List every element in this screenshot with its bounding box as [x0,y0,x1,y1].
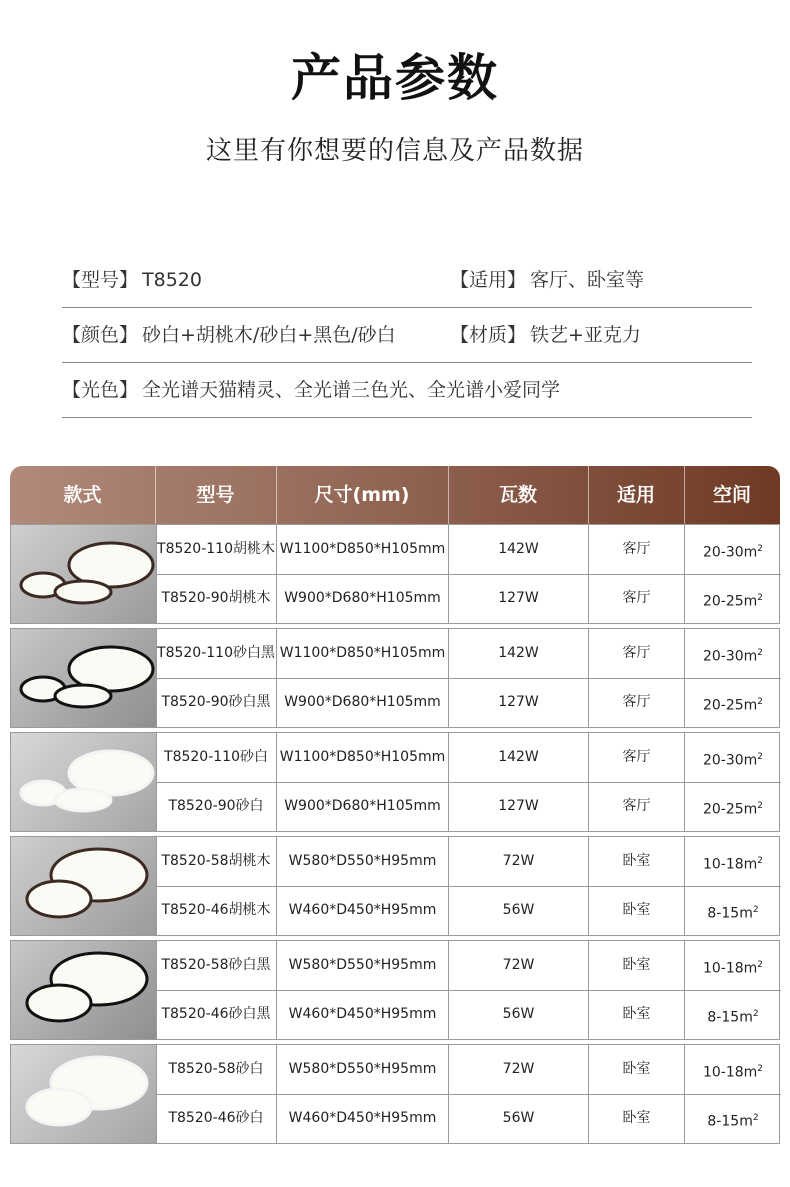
cell-size-text: W580*D550*H95mm [288,853,437,869]
row-divider [156,886,781,887]
area-unit-exponent: 2 [757,752,764,762]
cell-size-text: W900*D680*H105mm [284,694,441,710]
header-space: 空间 [712,484,751,506]
cell-room [589,733,685,782]
cell-model [156,678,277,727]
cell-model [156,1045,277,1094]
white-double-lamp-image [11,1045,157,1143]
cell-model-text: T8520-58胡桃木 [161,853,271,869]
row-divider [156,990,781,991]
row-divider [156,782,781,783]
spec-usage-value: 客厅、卧室等 [530,269,645,291]
header-model: 型号 [155,466,277,524]
cell-size-text: W580*D550*H95mm [288,957,437,973]
cell-model [156,525,277,574]
cell-space [685,733,781,782]
cell-watt-text: 142W [498,541,539,557]
cell-room-text: 客厅 [622,798,651,814]
cell-space-text: 20-30m [702,752,758,769]
cell-space-text: 20-25m [702,593,758,610]
cell-size-text: W460*D450*H95mm [288,1110,437,1126]
walnut-double-lamp-image [11,837,157,935]
cell-room-text: 卧室 [622,1061,651,1077]
cell-watt-text: 72W [502,957,535,973]
cell-watt [449,782,589,831]
cell-watt-text: 56W [502,902,535,918]
cell-room [589,886,685,935]
area-unit-exponent: 2 [757,544,764,554]
cell-room [589,678,685,727]
table-group [10,1044,780,1144]
cell-size [277,525,449,574]
cell-size-text: W900*D680*H105mm [284,590,441,606]
cell-room [589,990,685,1039]
table-group [10,628,780,728]
area-unit-exponent: 2 [752,905,759,915]
row-divider [156,678,781,679]
cell-model [156,574,277,623]
spec-table [10,466,780,1144]
spec-model-key: 【型号】 [62,269,139,291]
spec-model-value: T8520 [142,269,202,291]
header-size: 尺寸(mm) [276,466,449,524]
area-unit-exponent: 2 [757,960,764,970]
cell-space [685,782,781,831]
cell-watt-text: 56W [502,1110,535,1126]
cell-size [277,941,449,990]
header-style: 款式 [10,466,156,524]
cell-space-text: 8-15m [707,1009,753,1026]
cell-room [589,782,685,831]
cell-size-text: W1100*D850*H105mm [279,749,446,765]
spec-row-model-usage [62,252,752,308]
cell-space [685,941,781,990]
cell-model-text: T8520-46砂白黑 [161,1006,271,1022]
cell-size [277,990,449,1039]
cell-model-text: T8520-46胡桃木 [161,902,271,918]
cell-size [277,1094,449,1143]
cell-watt-text: 56W [502,1006,535,1022]
cell-watt [449,886,589,935]
spec-light-key: 【光色】 [62,379,139,401]
spec-material-key: 【材质】 [450,324,527,346]
header-watt: 瓦数 [448,466,589,524]
cell-space-text: 10-18m [702,1064,758,1081]
cell-watt-text: 72W [502,853,535,869]
cell-space-text: 10-18m [702,856,758,873]
cell-model [156,990,277,1039]
cell-room-text: 卧室 [622,902,651,918]
cell-model [156,941,277,990]
cell-watt [449,837,589,886]
cell-model-text: T8520-90砂白黑 [161,694,271,710]
cell-model-text: T8520-110砂白黑 [157,645,275,661]
cell-size-text: W1100*D850*H105mm [279,645,446,661]
spec-row-light [62,362,752,418]
cell-size [277,678,449,727]
cell-room-text: 卧室 [622,957,651,973]
area-unit-exponent: 2 [757,697,764,707]
cell-room [589,837,685,886]
cell-size-text: W460*D450*H95mm [288,1006,437,1022]
black-double-lamp-image [11,941,157,1039]
area-unit-exponent: 2 [757,801,764,811]
cell-watt [449,525,589,574]
spec-color-key: 【颜色】 [62,324,139,346]
cell-size-text: W900*D680*H105mm [284,798,441,814]
cell-size [277,574,449,623]
cell-watt [449,990,589,1039]
cell-size [277,629,449,678]
spec-light-value: 全光谱天猫精灵、全光谱三色光、全光谱小爱同学 [142,379,561,401]
spec-usage-key: 【适用】 [450,269,527,291]
black-triple-lamp-image [11,629,157,727]
table-group [10,524,780,624]
cell-room-text: 客厅 [622,694,651,710]
page-title: 产品参数 [291,49,499,107]
area-unit-exponent: 2 [757,593,764,603]
cell-space [685,886,781,935]
cell-watt [449,1045,589,1094]
cell-model [156,629,277,678]
spec-row-color-material [62,307,752,363]
cell-watt [449,629,589,678]
cell-model-text: T8520-110胡桃木 [157,541,275,557]
cell-model [156,1094,277,1143]
cell-model [156,886,277,935]
area-unit-exponent: 2 [757,856,764,866]
cell-space-text: 8-15m [707,1113,753,1130]
row-divider [156,1094,781,1095]
table-group [10,836,780,936]
cell-space-text: 20-25m [702,697,758,714]
cell-space-text: 8-15m [707,905,753,922]
cell-room-text: 客厅 [622,541,651,557]
white-triple-lamp-image [11,733,157,831]
cell-size [277,733,449,782]
cell-space [685,990,781,1039]
cell-space [685,678,781,727]
cell-room [589,574,685,623]
cell-size-text: W580*D550*H95mm [288,1061,437,1077]
cell-watt [449,1094,589,1143]
area-unit-exponent: 2 [757,648,764,658]
cell-space [685,525,781,574]
cell-model [156,733,277,782]
cell-watt-text: 127W [498,694,539,710]
area-unit-exponent: 2 [757,1064,764,1074]
cell-room-text: 卧室 [622,853,651,869]
cell-room [589,629,685,678]
area-unit-exponent: 2 [752,1009,759,1019]
cell-model [156,782,277,831]
cell-model-text: T8520-90砂白 [168,798,264,814]
area-unit-exponent: 2 [752,1113,759,1123]
cell-room-text: 卧室 [622,1006,651,1022]
cell-watt-text: 142W [498,645,539,661]
cell-watt-text: 142W [498,749,539,765]
cell-size [277,782,449,831]
cell-watt [449,574,589,623]
cell-space-text: 20-30m [702,648,758,665]
cell-model-text: T8520-110砂白 [164,749,268,765]
cell-watt [449,733,589,782]
cell-size-text: W460*D450*H95mm [288,902,437,918]
cell-watt [449,678,589,727]
table-header [10,466,780,524]
cell-size-text: W1100*D850*H105mm [279,541,446,557]
cell-space [685,574,781,623]
cell-space-text: 20-25m [702,801,758,818]
cell-size [277,886,449,935]
cell-size [277,1045,449,1094]
row-divider [156,574,781,575]
table-group [10,940,780,1040]
cell-model-text: T8520-46砂白 [168,1110,264,1126]
cell-model-text: T8520-58砂白 [168,1061,264,1077]
cell-watt-text: 127W [498,798,539,814]
cell-space [685,837,781,886]
cell-watt-text: 127W [498,590,539,606]
cell-room [589,1094,685,1143]
cell-space-text: 20-30m [702,544,758,561]
cell-space [685,1045,781,1094]
cell-model [156,837,277,886]
table-group [10,732,780,832]
spec-material-value: 铁艺+亚克力 [530,324,641,346]
cell-watt-text: 72W [502,1061,535,1077]
cell-watt [449,941,589,990]
cell-room [589,1045,685,1094]
header-room: 适用 [588,466,685,524]
cell-room [589,525,685,574]
cell-model-text: T8520-90胡桃木 [161,590,271,606]
cell-room-text: 卧室 [622,1110,651,1126]
cell-room-text: 客厅 [622,590,651,606]
spec-color-value: 砂白+胡桃木/砂白+黑色/砂白 [142,324,396,346]
cell-space [685,1094,781,1143]
cell-space-text: 10-18m [702,960,758,977]
page-subtitle: 这里有你想要的信息及产品数据 [205,136,584,166]
cell-model-text: T8520-58砂白黑 [161,957,271,973]
cell-size [277,837,449,886]
walnut-triple-lamp-image [11,525,157,623]
cell-room-text: 客厅 [622,645,651,661]
cell-space [685,629,781,678]
cell-room-text: 客厅 [622,749,651,765]
cell-room [589,941,685,990]
